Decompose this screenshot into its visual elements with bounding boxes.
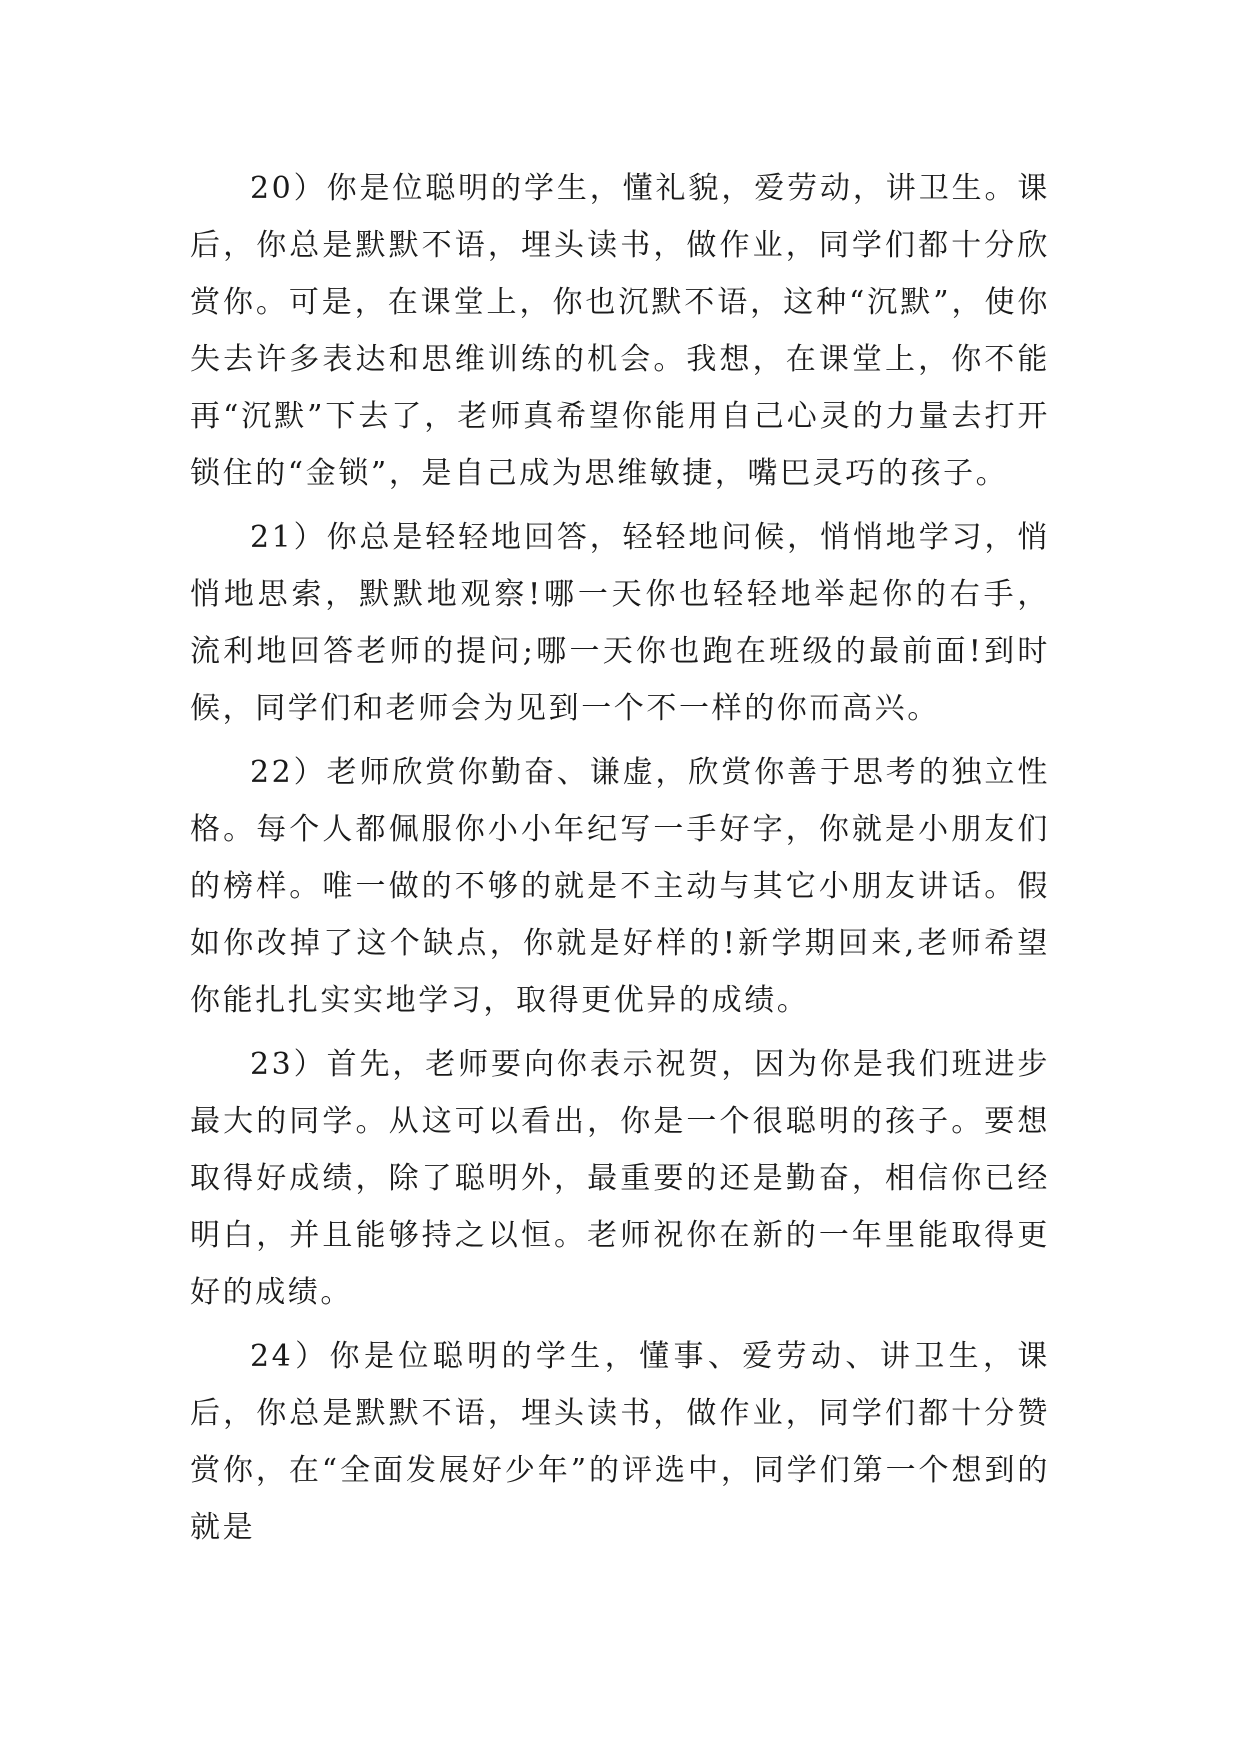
document-body [190, 160, 1050, 1563]
paragraph-23: 23）首先，老师要向你表示祝贺，因为你是我们班进步最大的同学。从这可以看出，你是一个很聪明的孩子。要想取得好成绩，除了聪明外，最重要的还是勤奋，相信你已经明白，并且能够持之以恒。老师祝你在新的一年里能取得更好的成绩。 [190, 1047, 1050, 1310]
paragraph-20: 20）你是位聪明的学生，懂礼貌，爱劳动，讲卫生。课后，你总是默默不语，埋头读书，做作业，同学们都十分欣赏你。可是，在课堂上，你也沉默不语，这种“沉默”，使你失去许多表达和思维训练的机会。我想，在课堂上，你不能再“沉默”下去了，老师真希望你能用自己心灵的力量去打开锁住的“金锁”，是自己成为思维敏捷，嘴巴灵巧的孩子。 [190, 171, 1050, 491]
paragraph-22: 22）老师欣赏你勤奋、谦虚，欣赏你善于思考的独立性格。每个人都佩服你小小年纪写一手好字，你就是小朋友们的榜样。唯一做的不够的就是不主动与其它小朋友讲话。假如你改掉了这个缺点，你就是好样的!新学期回来,老师希望你能扎扎实实地学习，取得更优异的成绩。 [190, 755, 1050, 1018]
paragraph-24: 24）你是位聪明的学生，懂事、爱劳动、讲卫生，课后，你总是默默不语，埋头读书，做作业，同学们都十分赞赏你，在“全面发展好少年”的评选中，同学们第一个想到的就是 [190, 1339, 1050, 1545]
paragraph-21: 21）你总是轻轻地回答，轻轻地问候，悄悄地学习，悄悄地思索，默默地观察!哪一天你也轻轻地举起你的右手，流利地回答老师的提问;哪一天你也跑在班级的最前面!到时候，同学们和老师会为见到一个不一样的你而高兴。 [190, 520, 1050, 726]
